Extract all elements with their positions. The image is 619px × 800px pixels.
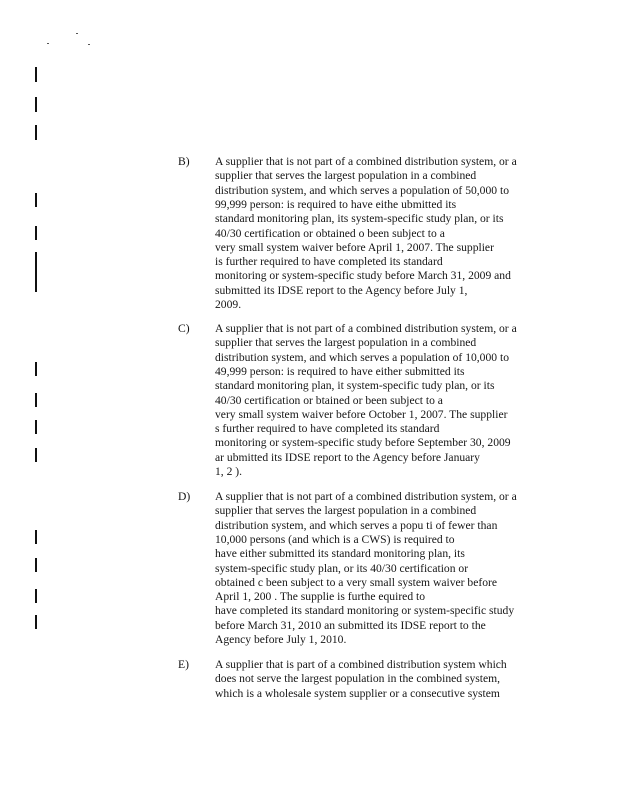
paragraph-line: distribution system, and which serves a popu ti of fewer than bbox=[215, 518, 498, 532]
paragraph-line: which is a wholesale system supplier or a consecutive system bbox=[215, 686, 500, 700]
paragraph-line: before March 31, 2010 an submitted its IDSE report to the bbox=[215, 618, 486, 632]
paragraph-line: Agency before July 1, 2010. bbox=[215, 633, 347, 646]
paragraph-line: have completed its standard monitoring or system-specific study bbox=[215, 604, 515, 618]
revision-bar bbox=[35, 193, 37, 207]
paragraph-line: supplier that serves the largest population in a combined bbox=[215, 336, 477, 350]
revision-bar bbox=[35, 252, 37, 292]
paragraph-line: is further required to have completed its standard bbox=[215, 255, 443, 269]
paragraph-line: 49,999 person: is required to have either submitted its bbox=[215, 364, 465, 378]
revision-bar bbox=[35, 362, 37, 376]
paragraph-line: 1, 2 ). bbox=[215, 465, 243, 478]
paragraph-line: distribution system, and which serves a population of 50,000 to bbox=[215, 183, 509, 197]
revision-bar bbox=[35, 448, 37, 462]
paragraph-line: supplier that serves the largest population in a combined bbox=[215, 504, 477, 518]
paragraph-line: supplier that serves the largest population in a combined bbox=[215, 169, 477, 183]
paragraph-line: A supplier that is not part of a combined distribution system, or a bbox=[215, 490, 517, 503]
paragraph-line: A supplier that is not part of a combined distribution system, or a bbox=[215, 155, 517, 168]
paragraph-line: obtained c been subject to a very small system waiver before bbox=[215, 575, 498, 589]
paragraph-marker: D) bbox=[178, 490, 191, 503]
paragraph-line: monitoring or system-specific study before September 30, 2009 bbox=[215, 436, 511, 450]
scan-speck bbox=[47, 43, 49, 44]
paragraph-line: standard monitoring plan, its system-specific study plan, or its bbox=[215, 212, 504, 226]
paragraph-line: s further required to have completed its standard bbox=[215, 422, 440, 436]
paragraph-line: 10,000 persons (and which is a CWS) is required to bbox=[215, 532, 455, 546]
revision-bar bbox=[35, 558, 37, 572]
paragraph-line: 2009. bbox=[215, 298, 242, 311]
paragraph-line: very small system waiver before April 1, 2007. The supplier bbox=[215, 240, 494, 254]
revision-bar bbox=[35, 393, 37, 407]
paragraph-line: April 1, 200 . The supplie is furthe equired to bbox=[215, 590, 426, 604]
scan-speck bbox=[76, 33, 78, 34]
paragraph-line: does not serve the largest population in the combined system, bbox=[215, 672, 501, 686]
revision-bar bbox=[35, 97, 37, 112]
paragraph-line: A supplier that is not part of a combined distribution system, or a bbox=[215, 322, 517, 335]
revision-bar bbox=[35, 67, 37, 82]
paragraph-line: standard monitoring plan, it system-specific tudy plan, or its bbox=[215, 379, 495, 393]
paragraph-line: distribution system, and which serves a population of 10,000 to bbox=[215, 350, 509, 364]
revision-bar bbox=[35, 589, 37, 603]
paragraph-line: very small system waiver before October 1, 2007. The supplier bbox=[215, 407, 508, 421]
revision-bar bbox=[35, 125, 37, 140]
paragraph-line: 40/30 certification or obtained o been subject to a bbox=[215, 226, 445, 240]
revision-bar bbox=[35, 226, 37, 240]
revision-bar bbox=[35, 530, 37, 544]
paragraph-line: submitted its IDSE report to the Agency before July 1, bbox=[215, 283, 468, 297]
paragraph-marker: E) bbox=[178, 658, 189, 671]
revision-bar bbox=[35, 420, 37, 434]
paragraph-marker: B) bbox=[178, 155, 190, 168]
paragraph-marker: C) bbox=[178, 322, 190, 335]
paragraph-line: A supplier that is part of a combined distribution system which bbox=[215, 658, 507, 671]
paragraph-line: system-specific study plan, or its 40/30 certification or bbox=[215, 561, 469, 575]
revision-bar bbox=[35, 615, 37, 629]
paragraph-line: 40/30 certification or btained or been subject to a bbox=[215, 393, 443, 407]
paragraph-line: 99,999 person: is required to have eithe ubmitted its bbox=[215, 197, 457, 211]
paragraph-line: ar ubmitted its IDSE report to the Agency before January bbox=[215, 450, 480, 464]
paragraph-line: monitoring or system-specific study before March 31, 2009 and bbox=[215, 269, 511, 283]
paragraph-line: have either submitted its standard monitoring plan, its bbox=[215, 547, 465, 561]
scan-speck bbox=[88, 44, 90, 45]
